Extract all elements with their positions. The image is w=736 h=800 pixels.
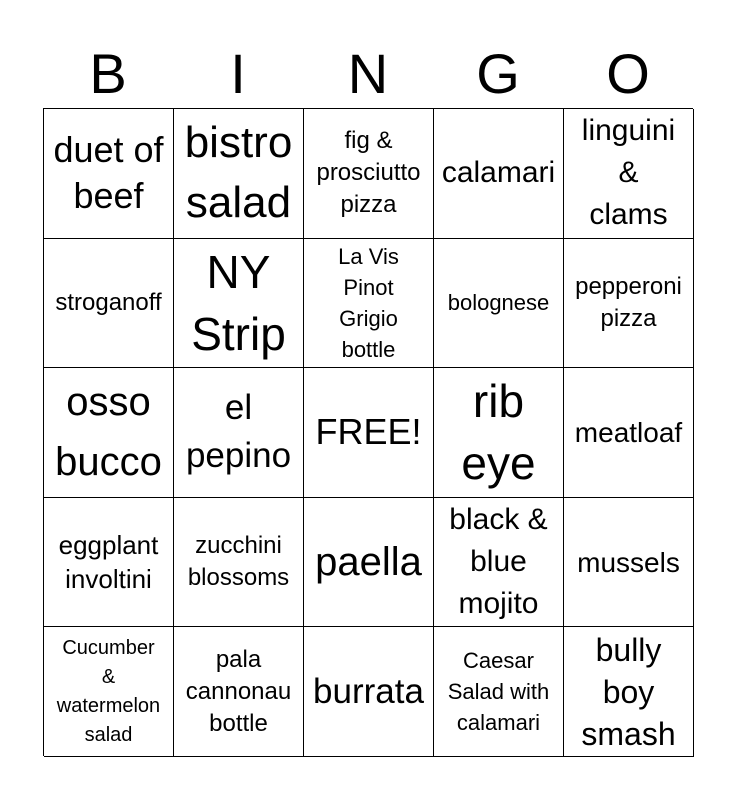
cell-text: mussels (577, 546, 680, 578)
bingo-cell[interactable] (304, 368, 434, 498)
bingo-cell[interactable] (174, 368, 304, 498)
cell-text: meatloaf (574, 416, 683, 448)
bingo-cell[interactable] (434, 368, 564, 498)
bingo-cell[interactable] (44, 239, 174, 369)
bingo-cell[interactable] (434, 627, 564, 757)
cell-text: burrata (313, 671, 424, 711)
header-letter-n: N (347, 42, 389, 105)
bingo-cell[interactable] (174, 498, 304, 628)
bingo-cell[interactable] (44, 498, 174, 628)
cell-text: Cucumber & watermelon salad (56, 636, 161, 746)
header-letter-b: B (89, 42, 127, 105)
cell-text: bolognese (447, 290, 550, 316)
bingo-cell[interactable] (44, 627, 174, 757)
cell-text: pepperoni pizza (575, 272, 682, 332)
cell-text: zucchini blossoms (187, 532, 290, 592)
bingo-grid (43, 108, 693, 756)
cell-text: rib eye (461, 375, 536, 490)
bingo-cell[interactable] (564, 109, 694, 239)
bingo-header (43, 40, 693, 108)
bingo-cell[interactable] (44, 368, 174, 498)
cell-text: stroganoff (55, 288, 162, 316)
header-letter-i: I (230, 42, 246, 105)
cell-text: black & blue mojito (449, 503, 548, 621)
bingo-cell[interactable] (44, 109, 174, 239)
header-letter-o: O (606, 42, 650, 105)
cell-text: osso bucco (55, 380, 162, 485)
bingo-cell[interactable] (174, 239, 304, 369)
cell-text: pala cannonau bottle (185, 645, 292, 737)
cell-text: paella (315, 540, 422, 585)
bingo-cell[interactable] (174, 109, 304, 239)
cell-text: calamari (441, 156, 556, 190)
bingo-cell[interactable] (434, 109, 564, 239)
cell-text: fig & prosciutto pizza (316, 127, 421, 219)
bingo-cell[interactable] (564, 498, 694, 628)
cell-text: Caesar Salad with calamari (447, 648, 550, 736)
cell-text: bistro salad (184, 118, 293, 228)
cell-text: FREE! (315, 411, 422, 453)
bingo-cell[interactable] (304, 109, 434, 239)
bingo-cell[interactable] (564, 627, 694, 757)
header-letter-g: G (476, 42, 520, 105)
bingo-cell[interactable] (174, 627, 304, 757)
cell-text: duet of beef (53, 129, 164, 217)
bingo-cell[interactable] (564, 368, 694, 498)
cell-text: linguini & clams (581, 114, 676, 232)
bingo-cell[interactable] (304, 627, 434, 757)
cell-text: eggplant involtini (58, 530, 159, 595)
bingo-cell[interactable] (434, 239, 564, 369)
cell-text: NY Strip (191, 245, 286, 360)
bingo-cell[interactable] (564, 239, 694, 369)
bingo-cell[interactable] (304, 239, 434, 369)
cell-text: el pepino (185, 388, 292, 476)
cell-text: bully boy smash (581, 631, 676, 752)
bingo-cell[interactable] (434, 498, 564, 628)
bingo-cell[interactable] (304, 498, 434, 628)
cell-text: La Vis Pinot Grigio bottle (338, 243, 399, 362)
